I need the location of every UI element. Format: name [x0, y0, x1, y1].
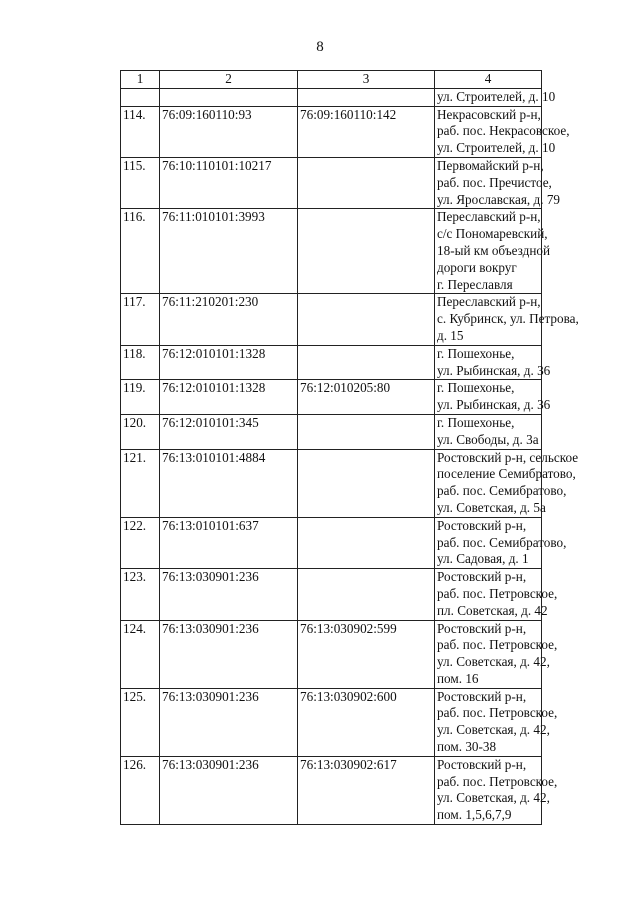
table-row — [121, 209, 542, 294]
column-header-1: 1 — [121, 71, 160, 89]
related-cadastral-number-cell: 76:13:030902:599 — [298, 620, 435, 688]
cadastral-number-cell: 76:09:160110:93 — [160, 106, 298, 157]
address-line: дороги вокруг — [437, 259, 517, 275]
address-line: ул. Ярославская, д. 79 — [437, 191, 561, 207]
address-line: ул. Строителей, д. 10 — [437, 88, 556, 104]
related-cadastral-number-cell — [298, 294, 435, 345]
address-line: раб. пос. Семибратово, — [437, 534, 567, 550]
related-cadastral-number-cell: 76:12:010205:80 — [298, 380, 435, 415]
address-cell — [435, 620, 558, 688]
address-cell — [435, 106, 570, 157]
address-line: г. Пошехонье, — [437, 345, 515, 361]
address-cell — [435, 756, 558, 824]
address-line: Ростовский р-н, — [437, 756, 527, 772]
row-number-cell: 123. — [121, 569, 160, 620]
related-cadastral-number-cell — [298, 449, 435, 517]
table-header-row — [121, 71, 542, 89]
related-cadastral-number-cell — [298, 345, 435, 380]
row-number-cell: 126. — [121, 756, 160, 824]
column-header-3: 3 — [298, 71, 435, 89]
address-line: с/с Пономаревский, — [437, 226, 548, 242]
related-cadastral-number-cell — [298, 517, 435, 568]
related-cadastral-number-cell: 76:13:030902:617 — [298, 756, 435, 824]
row-number-cell: 115. — [121, 157, 160, 208]
cadastral-number-cell: 76:13:030901:236 — [160, 688, 298, 756]
address-line: раб. пос. Пречистое, — [437, 174, 552, 190]
address-cell — [435, 88, 556, 106]
address-cell — [435, 209, 551, 294]
row-number-cell: 117. — [121, 294, 160, 345]
address-cell — [435, 294, 579, 345]
address-line: Некрасовский р-н, — [437, 106, 541, 122]
page-number: 8 — [316, 39, 324, 55]
address-cell — [435, 569, 558, 620]
table-row — [121, 517, 542, 568]
cadastral-number-cell: 76:13:030901:236 — [160, 569, 298, 620]
address-line: раб. пос. Петровское, — [437, 637, 558, 653]
column-header-2: 2 — [160, 71, 298, 89]
address-line: Переславский р-н, — [437, 294, 541, 310]
table-row — [121, 756, 542, 824]
cadastral-number-cell: 76:13:030901:236 — [160, 756, 298, 824]
address-line: пом. 16 — [437, 670, 479, 686]
table-row — [121, 620, 542, 688]
table-row — [121, 294, 542, 345]
address-cell — [435, 517, 567, 568]
address-line: с. Кубринск, ул. Петрова, — [437, 311, 579, 327]
table-row — [121, 569, 542, 620]
related-cadastral-number-cell — [298, 88, 435, 106]
address-line: раб. пос. Некрасовское, — [437, 123, 570, 139]
related-cadastral-number-cell — [298, 569, 435, 620]
address-line: г. Переславля — [437, 276, 513, 292]
cadastral-number-cell: 76:11:210201:230 — [160, 294, 298, 345]
cadastral-number-cell: 76:11:010101:3993 — [160, 209, 298, 294]
row-number-cell — [121, 88, 160, 106]
address-line: г. Пошехонье, — [437, 380, 515, 396]
address-line: Ростовский р-н, — [437, 620, 527, 636]
table-row — [121, 88, 542, 106]
address-line: пом. 30-38 — [437, 739, 497, 755]
address-line: поселение Семибратово, — [437, 466, 576, 482]
address-line: ул. Советская, д. 42, — [437, 654, 550, 670]
address-line: ул. Строителей, д. 10 — [437, 140, 556, 156]
related-cadastral-number-cell: 76:09:160110:142 — [298, 106, 435, 157]
address-line: Переславский р-н, — [437, 209, 541, 225]
address-line: Ростовский р-н, — [437, 517, 527, 533]
related-cadastral-number-cell — [298, 209, 435, 294]
address-line: Ростовский р-н, — [437, 688, 527, 704]
address-cell — [435, 414, 542, 449]
table-body — [121, 88, 579, 824]
row-number-cell: 114. — [121, 106, 160, 157]
property-table — [120, 70, 579, 825]
address-cell — [435, 688, 558, 756]
row-number-cell: 124. — [121, 620, 160, 688]
row-number-cell: 121. — [121, 449, 160, 517]
address-line: д. 15 — [437, 327, 464, 343]
table-row — [121, 449, 542, 517]
related-cadastral-number-cell: 76:13:030902:600 — [298, 688, 435, 756]
address-line: пом. 1,5,6,7,9 — [437, 807, 512, 823]
cadastral-number-cell — [160, 88, 298, 106]
table-row — [121, 688, 542, 756]
table-row — [121, 380, 542, 415]
address-line: ул. Советская, д. 5а — [437, 499, 546, 515]
address-line: ул. Садовая, д. 1 — [437, 551, 529, 567]
row-number-cell: 120. — [121, 414, 160, 449]
address-line: ул. Свободы, д. 3а — [437, 431, 539, 447]
cadastral-number-cell: 76:12:010101:1328 — [160, 380, 298, 415]
cadastral-number-cell: 76:10:110101:10217 — [160, 157, 298, 208]
cadastral-number-cell: 76:13:010101:637 — [160, 517, 298, 568]
address-line: Ростовский р-н, сельское — [437, 449, 579, 465]
cadastral-number-cell: 76:13:010101:4884 — [160, 449, 298, 517]
address-line: Ростовский р-н, — [437, 569, 527, 585]
address-line: 18-ый км объездной — [437, 242, 551, 258]
address-line: раб. пос. Петровское, — [437, 773, 558, 789]
address-line: раб. пос. Петровское, — [437, 585, 558, 601]
address-line: ул. Советская, д. 42, — [437, 722, 550, 738]
address-cell — [435, 157, 561, 208]
address-line: г. Пошехонье, — [437, 414, 515, 430]
address-line: раб. пос. Петровское, — [437, 705, 558, 721]
table-row — [121, 157, 542, 208]
address-line: ул. Рыбинская, д. 36 — [437, 397, 551, 413]
table-row — [121, 345, 542, 380]
address-line: Первомайский р-н, — [437, 157, 544, 173]
address-cell — [435, 380, 551, 415]
cadastral-number-cell: 76:12:010101:345 — [160, 414, 298, 449]
address-line: пл. Советская, д. 42 — [437, 602, 548, 618]
address-line: ул. Советская, д. 42, — [437, 790, 550, 806]
cadastral-number-cell: 76:12:010101:1328 — [160, 345, 298, 380]
column-header-4: 4 — [435, 71, 542, 89]
row-number-cell: 116. — [121, 209, 160, 294]
table-row — [121, 414, 542, 449]
related-cadastral-number-cell — [298, 157, 435, 208]
related-cadastral-number-cell — [298, 414, 435, 449]
address-line: ул. Рыбинская, д. 36 — [437, 362, 551, 378]
table-row — [121, 106, 542, 157]
row-number-cell: 118. — [121, 345, 160, 380]
row-number-cell: 125. — [121, 688, 160, 756]
address-line: раб. пос. Семибратово, — [437, 483, 567, 499]
row-number-cell: 119. — [121, 380, 160, 415]
row-number-cell: 122. — [121, 517, 160, 568]
address-cell — [435, 449, 579, 517]
address-cell — [435, 345, 551, 380]
cadastral-number-cell: 76:13:030901:236 — [160, 620, 298, 688]
